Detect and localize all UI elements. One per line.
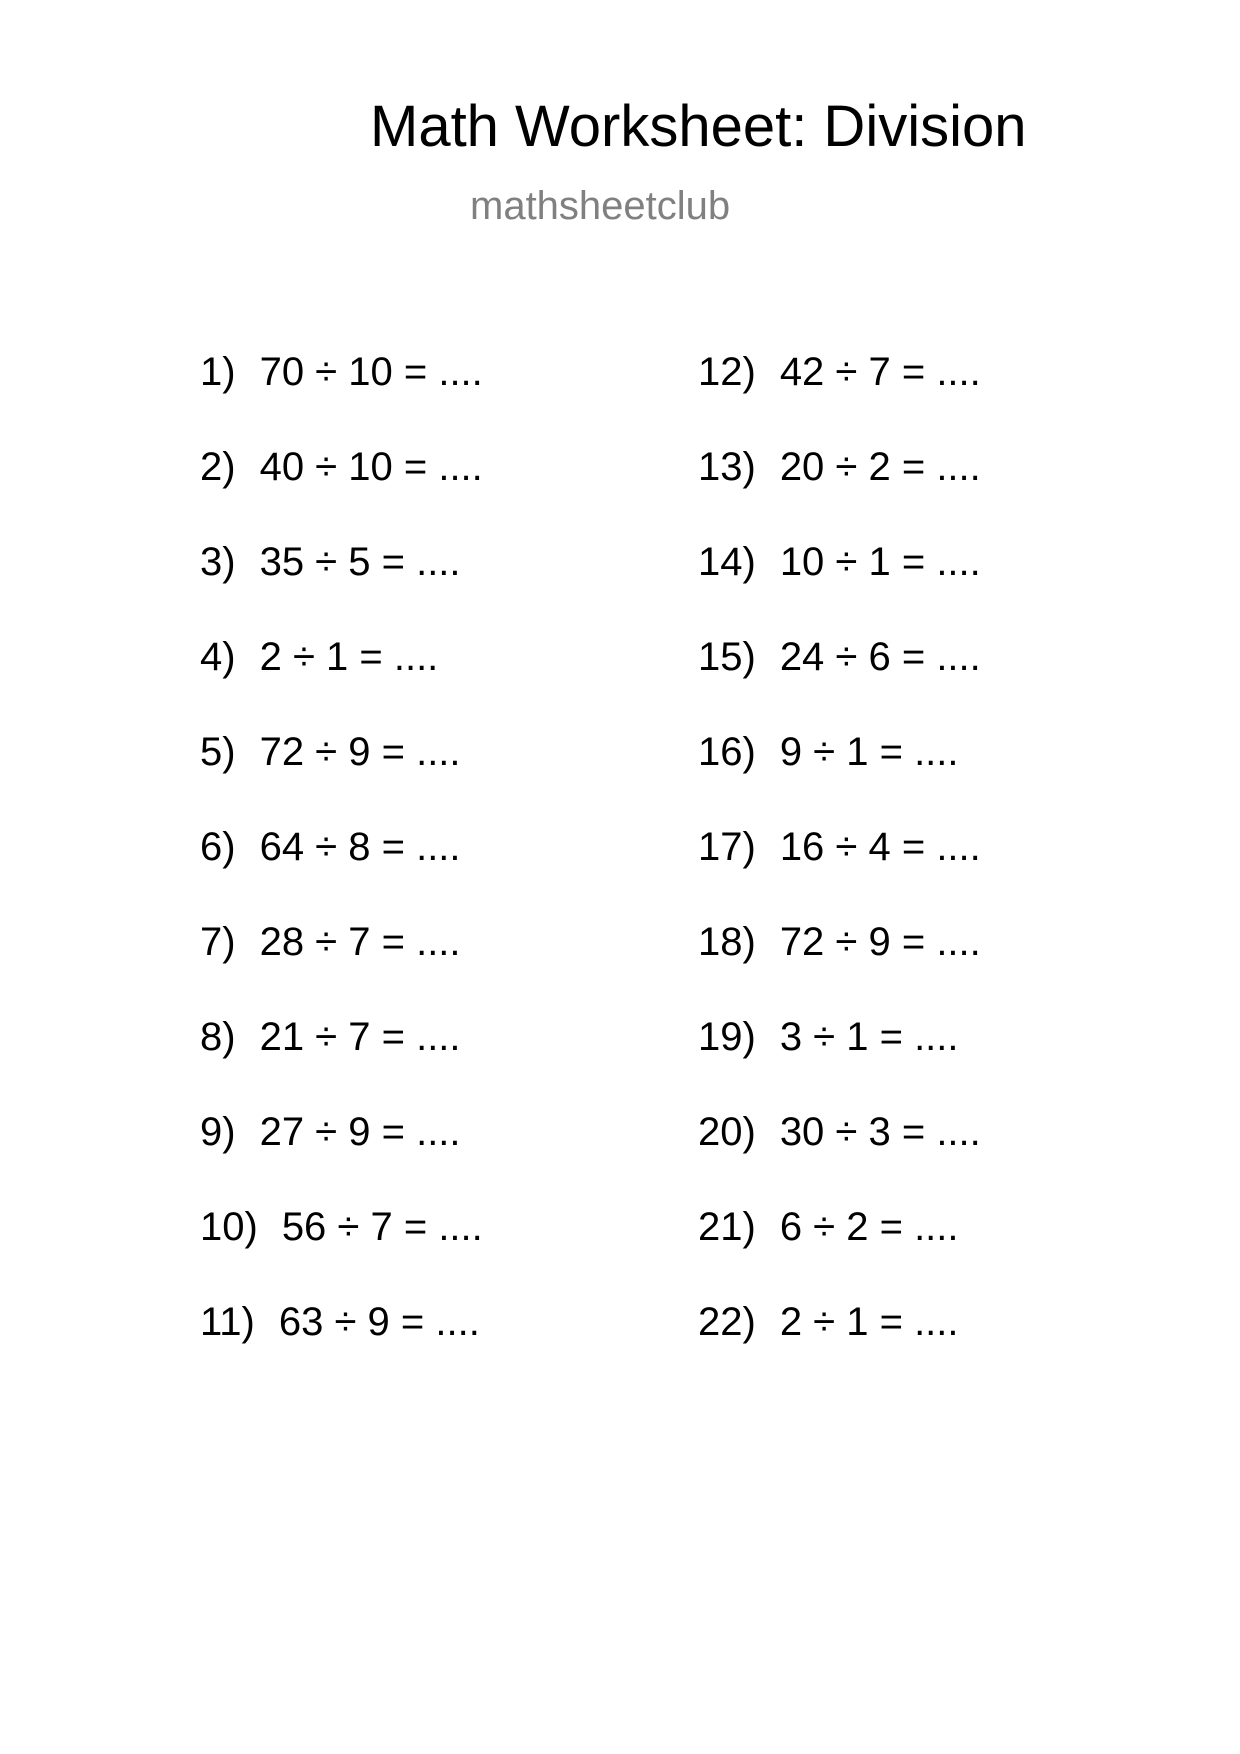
- problem-number: 12): [698, 350, 756, 394]
- problem-expression: 16 ÷ 4 = ....: [779, 825, 981, 869]
- problem-expression: 9 ÷ 1 = ....: [779, 730, 959, 774]
- problem-expression: 24 ÷ 6 = ....: [779, 635, 981, 679]
- problem-expression: 2 ÷ 1 = ....: [779, 1300, 959, 1344]
- problem-item: [200, 1302, 480, 1342]
- problem-expression: 56 ÷ 7 = ....: [281, 1205, 483, 1249]
- problem-expression: 21 ÷ 7 = ....: [259, 1015, 461, 1059]
- problem-item: [200, 1207, 483, 1247]
- problem-item: [200, 352, 483, 392]
- problem-item: [200, 637, 438, 677]
- problem-item: [200, 447, 483, 487]
- problem-item: [698, 1017, 959, 1057]
- problem-number: 20): [698, 1110, 756, 1154]
- problem-expression: 10 ÷ 1 = ....: [779, 540, 981, 584]
- problem-number: 18): [698, 920, 756, 964]
- problem-number: 1): [200, 350, 236, 394]
- problem-expression: 72 ÷ 9 = ....: [259, 730, 461, 774]
- problem-number: 8): [200, 1015, 236, 1059]
- problem-expression: 72 ÷ 9 = ....: [779, 920, 981, 964]
- page-subtitle: mathsheetclub: [470, 184, 731, 228]
- problem-expression: 30 ÷ 3 = ....: [779, 1110, 981, 1154]
- problem-number: 6): [200, 825, 236, 869]
- problem-number: 7): [200, 920, 236, 964]
- problem-expression: 42 ÷ 7 = ....: [779, 350, 981, 394]
- problem-expression: 6 ÷ 2 = ....: [779, 1205, 959, 1249]
- problem-number: 11): [200, 1300, 255, 1344]
- problem-item: [698, 1207, 959, 1247]
- problem-expression: 63 ÷ 9 = ....: [278, 1300, 480, 1344]
- problem-number: 9): [200, 1110, 236, 1154]
- problem-item: [200, 542, 461, 582]
- problem-item: [698, 732, 959, 772]
- problem-number: 4): [200, 635, 236, 679]
- problem-expression: 27 ÷ 9 = ....: [259, 1110, 461, 1154]
- problem-item: [698, 1302, 959, 1342]
- problem-number: 3): [200, 540, 236, 584]
- problem-number: 19): [698, 1015, 756, 1059]
- problem-item: [200, 732, 461, 772]
- problem-expression: 20 ÷ 2 = ....: [779, 445, 981, 489]
- problem-number: 15): [698, 635, 756, 679]
- problem-item: [698, 827, 981, 867]
- problem-expression: 2 ÷ 1 = ....: [259, 635, 439, 679]
- problem-number: 21): [698, 1205, 756, 1249]
- problem-number: 13): [698, 445, 756, 489]
- problem-item: [200, 827, 461, 867]
- problem-number: 14): [698, 540, 756, 584]
- problem-item: [698, 542, 981, 582]
- problem-number: 22): [698, 1300, 756, 1344]
- problem-number: 2): [200, 445, 236, 489]
- problem-number: 17): [698, 825, 756, 869]
- problem-item: [698, 1112, 981, 1152]
- problem-expression: 70 ÷ 10 = ....: [259, 350, 483, 394]
- problem-item: [698, 637, 981, 677]
- problem-expression: 64 ÷ 8 = ....: [259, 825, 461, 869]
- problem-number: 16): [698, 730, 756, 774]
- page-title: Math Worksheet: Division: [370, 94, 1027, 159]
- problem-item: [200, 1017, 461, 1057]
- problem-expression: 28 ÷ 7 = ....: [259, 920, 461, 964]
- problem-number: 5): [200, 730, 236, 774]
- problem-item: [200, 1112, 461, 1152]
- problem-expression: 40 ÷ 10 = ....: [259, 445, 483, 489]
- problem-expression: 3 ÷ 1 = ....: [779, 1015, 959, 1059]
- problem-number: 10): [200, 1205, 258, 1249]
- problem-item: [698, 447, 981, 487]
- problem-item: [698, 922, 981, 962]
- problem-item: [200, 922, 461, 962]
- problem-item: [698, 352, 981, 392]
- problem-expression: 35 ÷ 5 = ....: [259, 540, 461, 584]
